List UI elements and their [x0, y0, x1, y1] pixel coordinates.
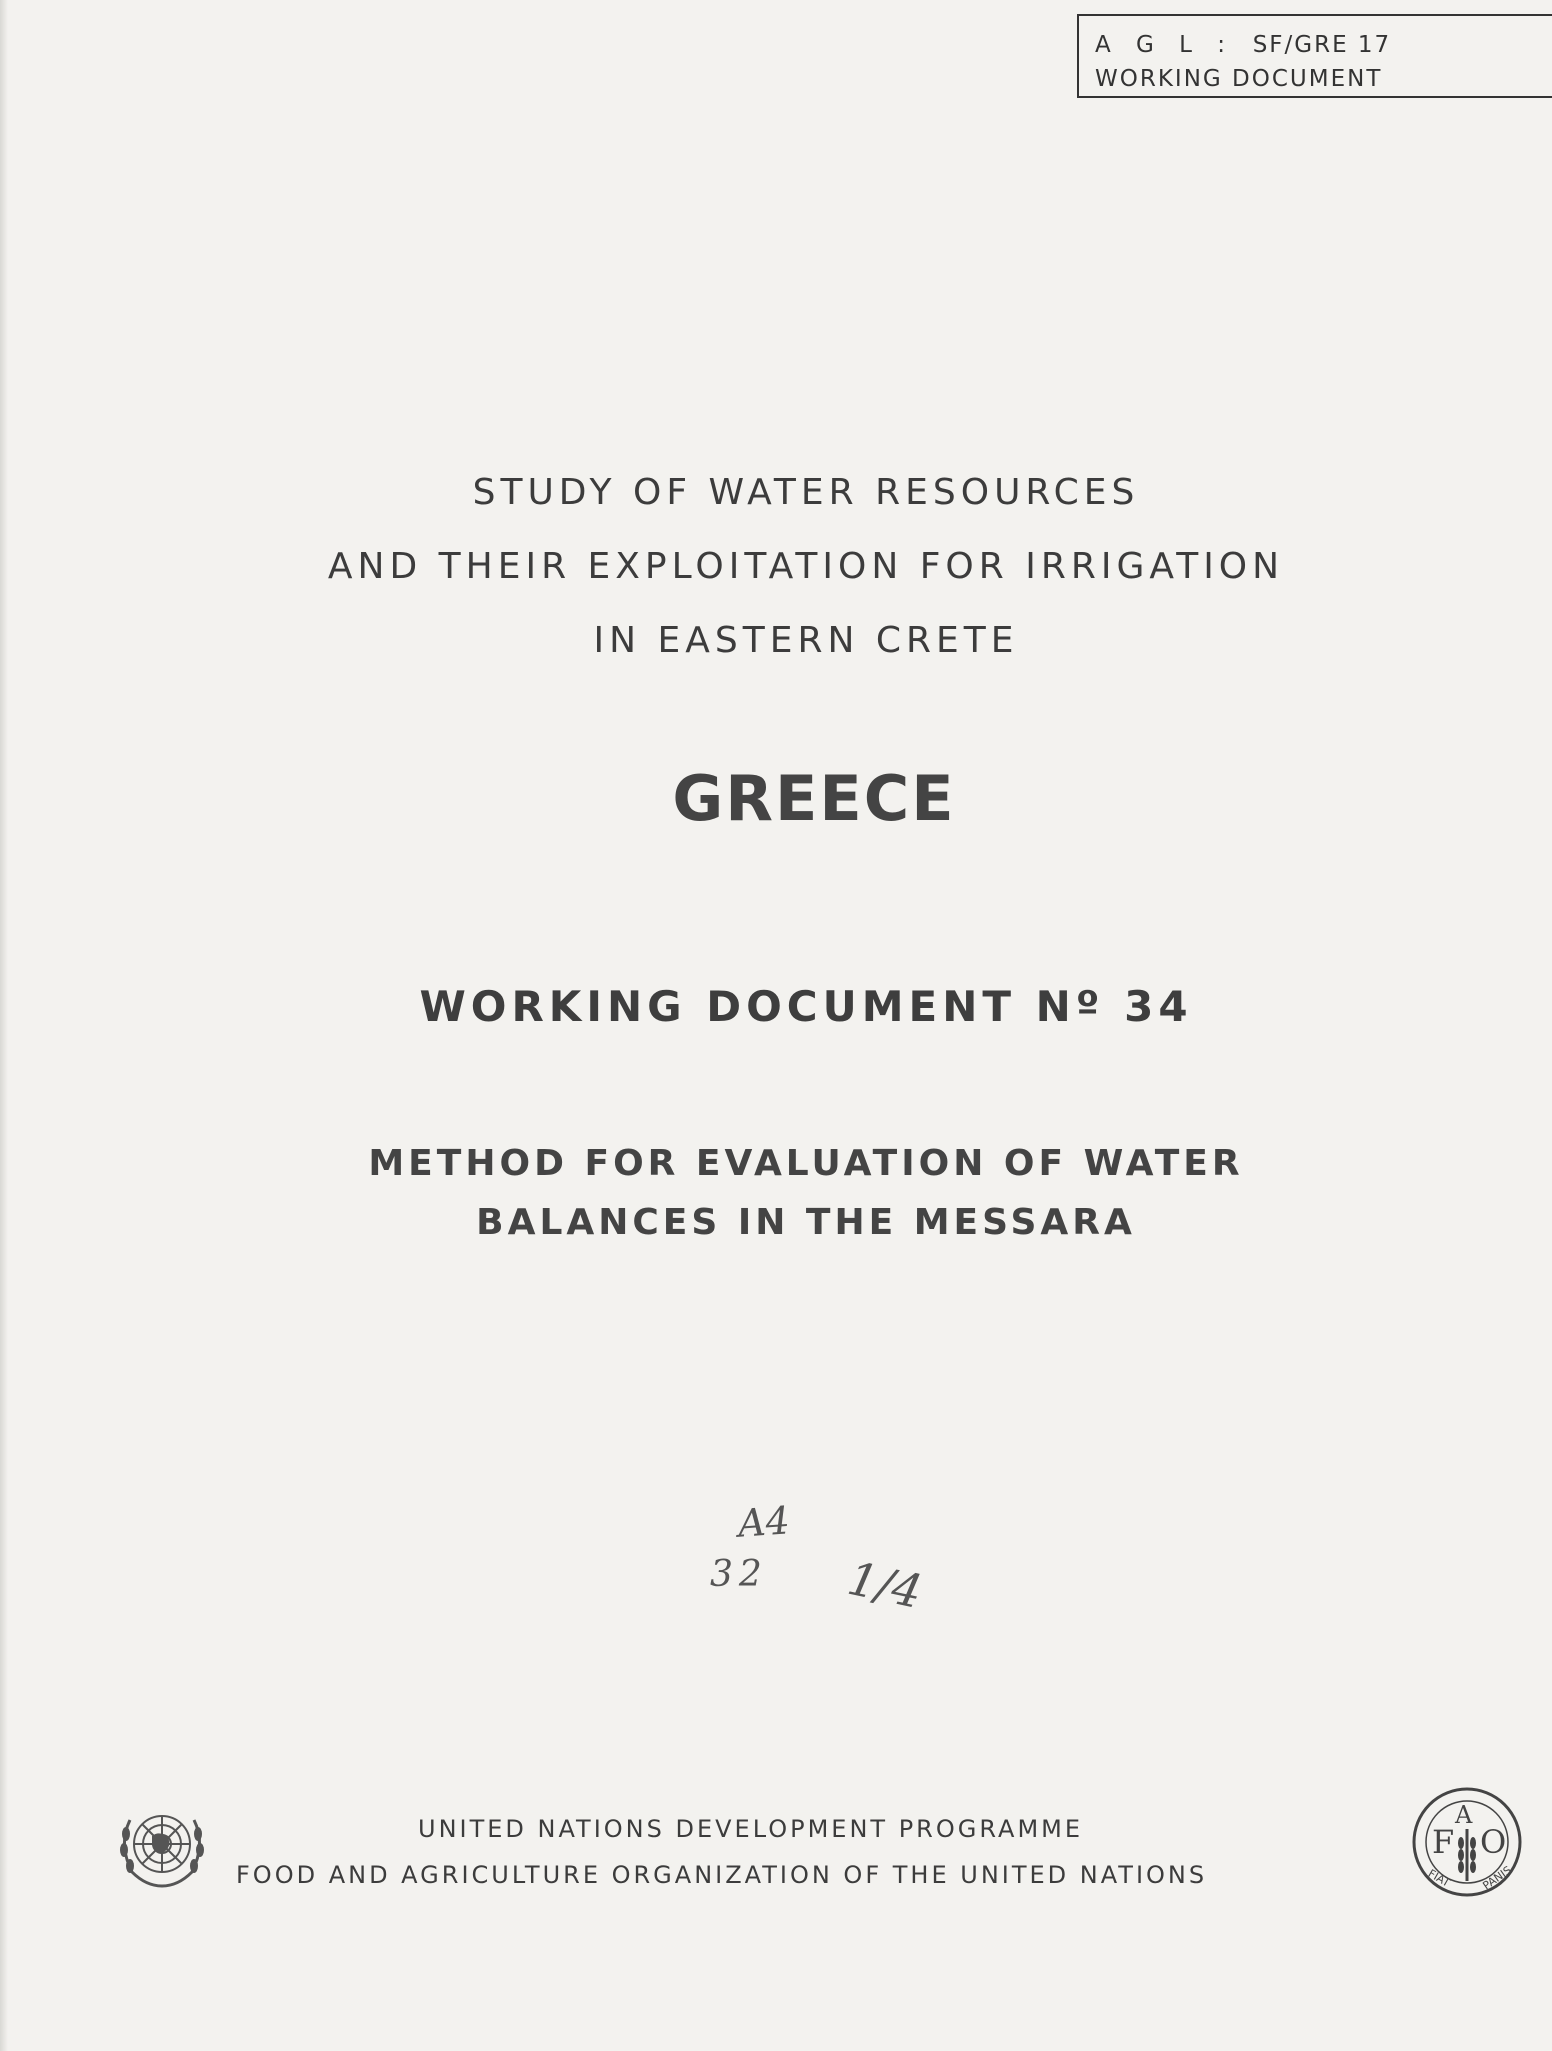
footer-line-2: FOOD AND AGRICULTURE ORGANIZATION OF THE UNITED NATIONS [236, 1861, 1208, 1889]
title-line-2: AND THEIR EXPLOITATION FOR IRRIGATION [327, 546, 1285, 587]
reference-code-line [1095, 28, 1552, 62]
reference-code: SF/GRE 17 [1252, 32, 1392, 58]
country-heading: GREECE [672, 762, 956, 835]
reference-box [1077, 14, 1552, 98]
fao-motto-left: FIAT [1425, 1866, 1453, 1890]
un-emblem-icon [110, 1800, 214, 1890]
reference-code-prefix: A G L : [1095, 32, 1235, 58]
reference-label: WORKING DOCUMENT [1095, 66, 1383, 92]
handwritten-note-1: A4 [736, 1498, 792, 1546]
fao-emblem-icon [1410, 1785, 1524, 1899]
fao-motto-right: PANIS [1480, 1863, 1514, 1893]
subtitle-line-2: BALANCES IN THE MESSARA [476, 1202, 1136, 1243]
subtitle-line-1: METHOD FOR EVALUATION OF WATER [368, 1143, 1244, 1184]
fao-letter-o: O [1480, 1823, 1507, 1861]
title-line-1: STUDY OF WATER RESOURCES [472, 472, 1140, 513]
fao-letter-f: F [1432, 1823, 1455, 1861]
handwritten-note-2: 32 [710, 1554, 768, 1595]
page-edge [0, 0, 8, 2051]
handwritten-note-3: 1/4 [843, 1550, 927, 1620]
document-number: WORKING DOCUMENT Nº 34 [419, 982, 1193, 1031]
title-line-3: IN EASTERN CRETE [593, 620, 1019, 661]
fao-letter-a: A [1455, 1801, 1473, 1829]
footer-line-1: UNITED NATIONS DEVELOPMENT PROGRAMME [418, 1815, 1084, 1843]
